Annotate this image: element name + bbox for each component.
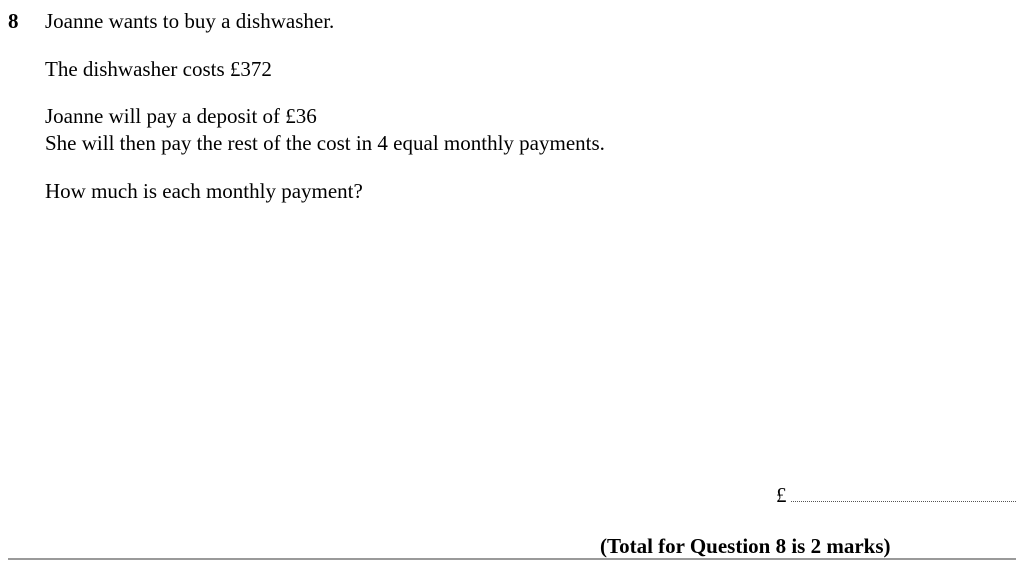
answer-currency-symbol: £	[776, 483, 787, 507]
question-line-cost: The dishwasher costs £372	[45, 57, 272, 81]
total-marks: (Total for Question 8 is 2 marks)	[600, 534, 891, 558]
question-line-intro: Joanne wants to buy a dishwasher.	[45, 9, 335, 33]
question-line-deposit: Joanne will pay a deposit of £36	[45, 104, 317, 128]
question-number: 8	[8, 9, 19, 33]
answer-field[interactable]	[776, 482, 1016, 508]
question-line-prompt: How much is each monthly payment?	[45, 179, 363, 203]
divider-rule	[8, 558, 1016, 560]
question-line-payments: She will then pay the rest of the cost in 4 equal monthly payments.	[45, 131, 605, 155]
answer-dotted-line[interactable]	[791, 501, 1016, 502]
